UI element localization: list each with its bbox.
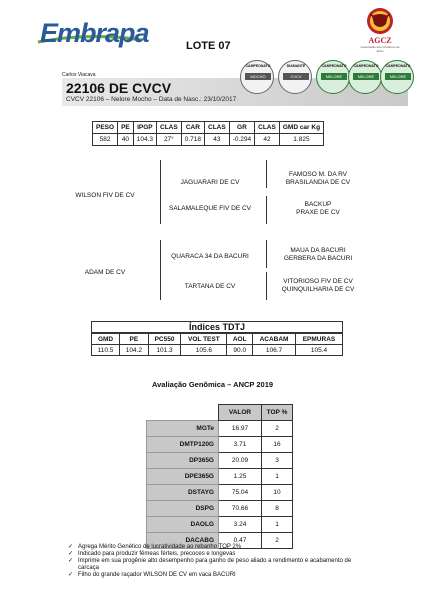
agcz-name: AGCZ (368, 36, 392, 45)
pedigree-dam-dam: TARTANA DE CV (184, 283, 236, 290)
pedigree-line (266, 196, 267, 224)
tdtj-value: 104.2 (120, 345, 149, 356)
genomic-top: 1 (262, 469, 293, 485)
genomic-top: 3 (262, 453, 293, 469)
list-item (68, 544, 368, 551)
tdtj-value: 105.6 (181, 345, 227, 356)
perf-value: 27° (157, 134, 182, 146)
tdtj-value: 110.5 (92, 345, 120, 356)
pedigree-dam-dam-sire: VITORIOSO FIV DE CV (283, 278, 353, 285)
tdtj-value: 90.0 (227, 345, 253, 356)
perf-value: 1.825 (279, 134, 323, 146)
perf-value: 582 (93, 134, 118, 146)
pedigree-sire-sire-sire: FAMOSO M. DA RV (288, 171, 348, 178)
genomic-label: DPE365G (147, 469, 219, 485)
perf-value: 42 (255, 134, 280, 146)
note-text: Filho do grande raçador WILSON DE CV em vaca BACURI (78, 572, 236, 578)
award-seal-3: CAMPEONATO NELORE (316, 60, 350, 94)
genomic-top: 1 (262, 517, 293, 533)
genomic-label: DP365G (147, 453, 219, 469)
perf-value: 104.3 (133, 134, 156, 146)
pedigree-sire-dam-sire: BACKUP (304, 201, 332, 208)
genomic-value: 1.25 (219, 469, 262, 485)
genomic-value: 16.97 (219, 421, 262, 437)
tdtj-header: VOL TEST (181, 334, 227, 345)
animal-name: 22106 DE CVCV (66, 80, 172, 96)
tdtj-header: PC550 (148, 334, 181, 345)
highlights-list (68, 544, 368, 579)
genomic-value: 70.66 (219, 501, 262, 517)
genomic-value: 75.04 (219, 485, 262, 501)
genomic-table (146, 404, 293, 549)
award-seal-5: CAMPEONATO NELORE (380, 60, 414, 94)
table-row (147, 485, 293, 501)
genomic-top: 10 (262, 485, 293, 501)
perf-header: PE (118, 122, 134, 134)
performance-table (92, 121, 324, 146)
genomic-header-value: VALOR (219, 405, 262, 421)
pedigree-sire-sire: JAGUARARI DE CV (180, 179, 240, 186)
lot-title: LOTE 07 (186, 40, 231, 52)
perf-header: CLAS (205, 122, 230, 134)
perf-header: IPGP (133, 122, 156, 134)
pedigree-dam-sire-sire: MAUA DA BACURI (290, 247, 346, 254)
table-row (147, 469, 293, 485)
note-text: Imprime em sua progênie alto desempenho para ganho de peso aliado a rendimento e acabamento de carcaça (78, 558, 352, 571)
tdtj-title: Índices TDTJ (91, 321, 343, 333)
genomic-top: 16 (262, 437, 293, 453)
genomic-label: MGTe (147, 421, 219, 437)
genomic-top: 2 (262, 421, 293, 437)
genomic-header-top: TOP % (262, 405, 293, 421)
check-icon: ✓ (68, 544, 74, 550)
pedigree-sire-dam: SALAMALEQUE FIV DE CV (169, 205, 251, 212)
bull-head-icon (358, 6, 402, 36)
genomic-value: 0.47 (219, 533, 262, 549)
perf-header: CAR (181, 122, 204, 134)
award-seal-1: CAMPEONATO MOCHO (240, 60, 274, 94)
perf-value: 43 (205, 134, 230, 146)
list-item (68, 572, 368, 579)
pedigree-dam-sire: QUARACA 34 DA BACURI (171, 253, 249, 260)
genomic-value: 20.09 (219, 453, 262, 469)
perf-header: CLAS (255, 122, 280, 134)
pedigree-line (266, 240, 267, 268)
genomic-label: DMTP120G (147, 437, 219, 453)
pedigree-dam-sire-dam: GERBERA DA BACURI (283, 255, 353, 262)
tdtj-value: 105.4 (295, 345, 342, 356)
perf-header: CLAS (157, 122, 182, 134)
check-icon: ✓ (68, 551, 74, 557)
perf-header: GR (229, 122, 254, 134)
perf-header: GMD car Kg (279, 122, 323, 134)
genomic-label: DSPG (147, 501, 219, 517)
agcz-subtitle: Associação dos Criadores de Zebu (360, 45, 400, 53)
perf-value: 0.718 (181, 134, 204, 146)
perf-value: 40 (118, 134, 134, 146)
agcz-logo (358, 6, 402, 53)
animal-details: CVCV 22106 – Nelore Mocho – Data de Nasc.: 23/10/2017 (66, 96, 237, 103)
tdtj-table (91, 333, 343, 356)
owner-name: Carlos Viacava (62, 72, 96, 78)
pedigree-dam-dam-dam: QUINQUILHARIA DE CV (281, 286, 355, 293)
pedigree-sire-dam-dam: PRAXE DE CV (296, 209, 340, 216)
tdtj-header: PE (120, 334, 149, 345)
pedigree-line (266, 160, 267, 188)
list-item (68, 558, 368, 572)
note-text: Agrega Mérito Genético de lucratividade ao rebanho TOP 2% (78, 544, 242, 550)
tdtj-header: ACABAM (253, 334, 296, 345)
genomic-top: 2 (262, 533, 293, 549)
check-icon: ✓ (68, 572, 74, 578)
list-item (68, 551, 368, 558)
embrapa-wordmark: Embrapa (40, 18, 149, 48)
award-seal-4: CAMPEONATO NELORE (348, 60, 382, 94)
perf-header: PESO (93, 122, 118, 134)
perf-value: -0.294 (229, 134, 254, 146)
genomic-value: 3.24 (219, 517, 262, 533)
pedigree-line (160, 240, 161, 300)
genomic-title: Avaliação Genômica – ANCP 2019 (152, 380, 274, 389)
award-seal-2: DIAMANTE CVCV (278, 60, 312, 94)
genomic-value: 3.71 (219, 437, 262, 453)
embrapa-logo (36, 12, 149, 48)
genomic-top: 8 (262, 501, 293, 517)
table-row (147, 453, 293, 469)
tdtj-header: GMD (92, 334, 120, 345)
genomic-label: DAOLG (147, 517, 219, 533)
pedigree-dam: ADAM DE CV (84, 269, 126, 276)
table-row (147, 517, 293, 533)
check-icon: ✓ (68, 558, 74, 564)
note-text: Indicado para produzir fêmeas férteis, precoces e longevas (78, 551, 236, 557)
pedigree-sire: WILSON FIV DE CV (75, 192, 135, 199)
tdtj-header: EPMURAS (295, 334, 342, 345)
table-row (147, 501, 293, 517)
tdtj-value: 106.7 (253, 345, 296, 356)
tdtj-header: AOL (227, 334, 253, 345)
table-row (147, 437, 293, 453)
table-row (147, 421, 293, 437)
genomic-label: DACABG (147, 533, 219, 549)
genomic-label: DSTAYG (147, 485, 219, 501)
pedigree-line (266, 272, 267, 300)
pedigree-line (160, 160, 161, 224)
genomic-corner (147, 405, 219, 421)
pedigree-sire-sire-dam: BRASILANDIA DE CV (285, 179, 351, 186)
tdtj-value: 101.3 (148, 345, 181, 356)
